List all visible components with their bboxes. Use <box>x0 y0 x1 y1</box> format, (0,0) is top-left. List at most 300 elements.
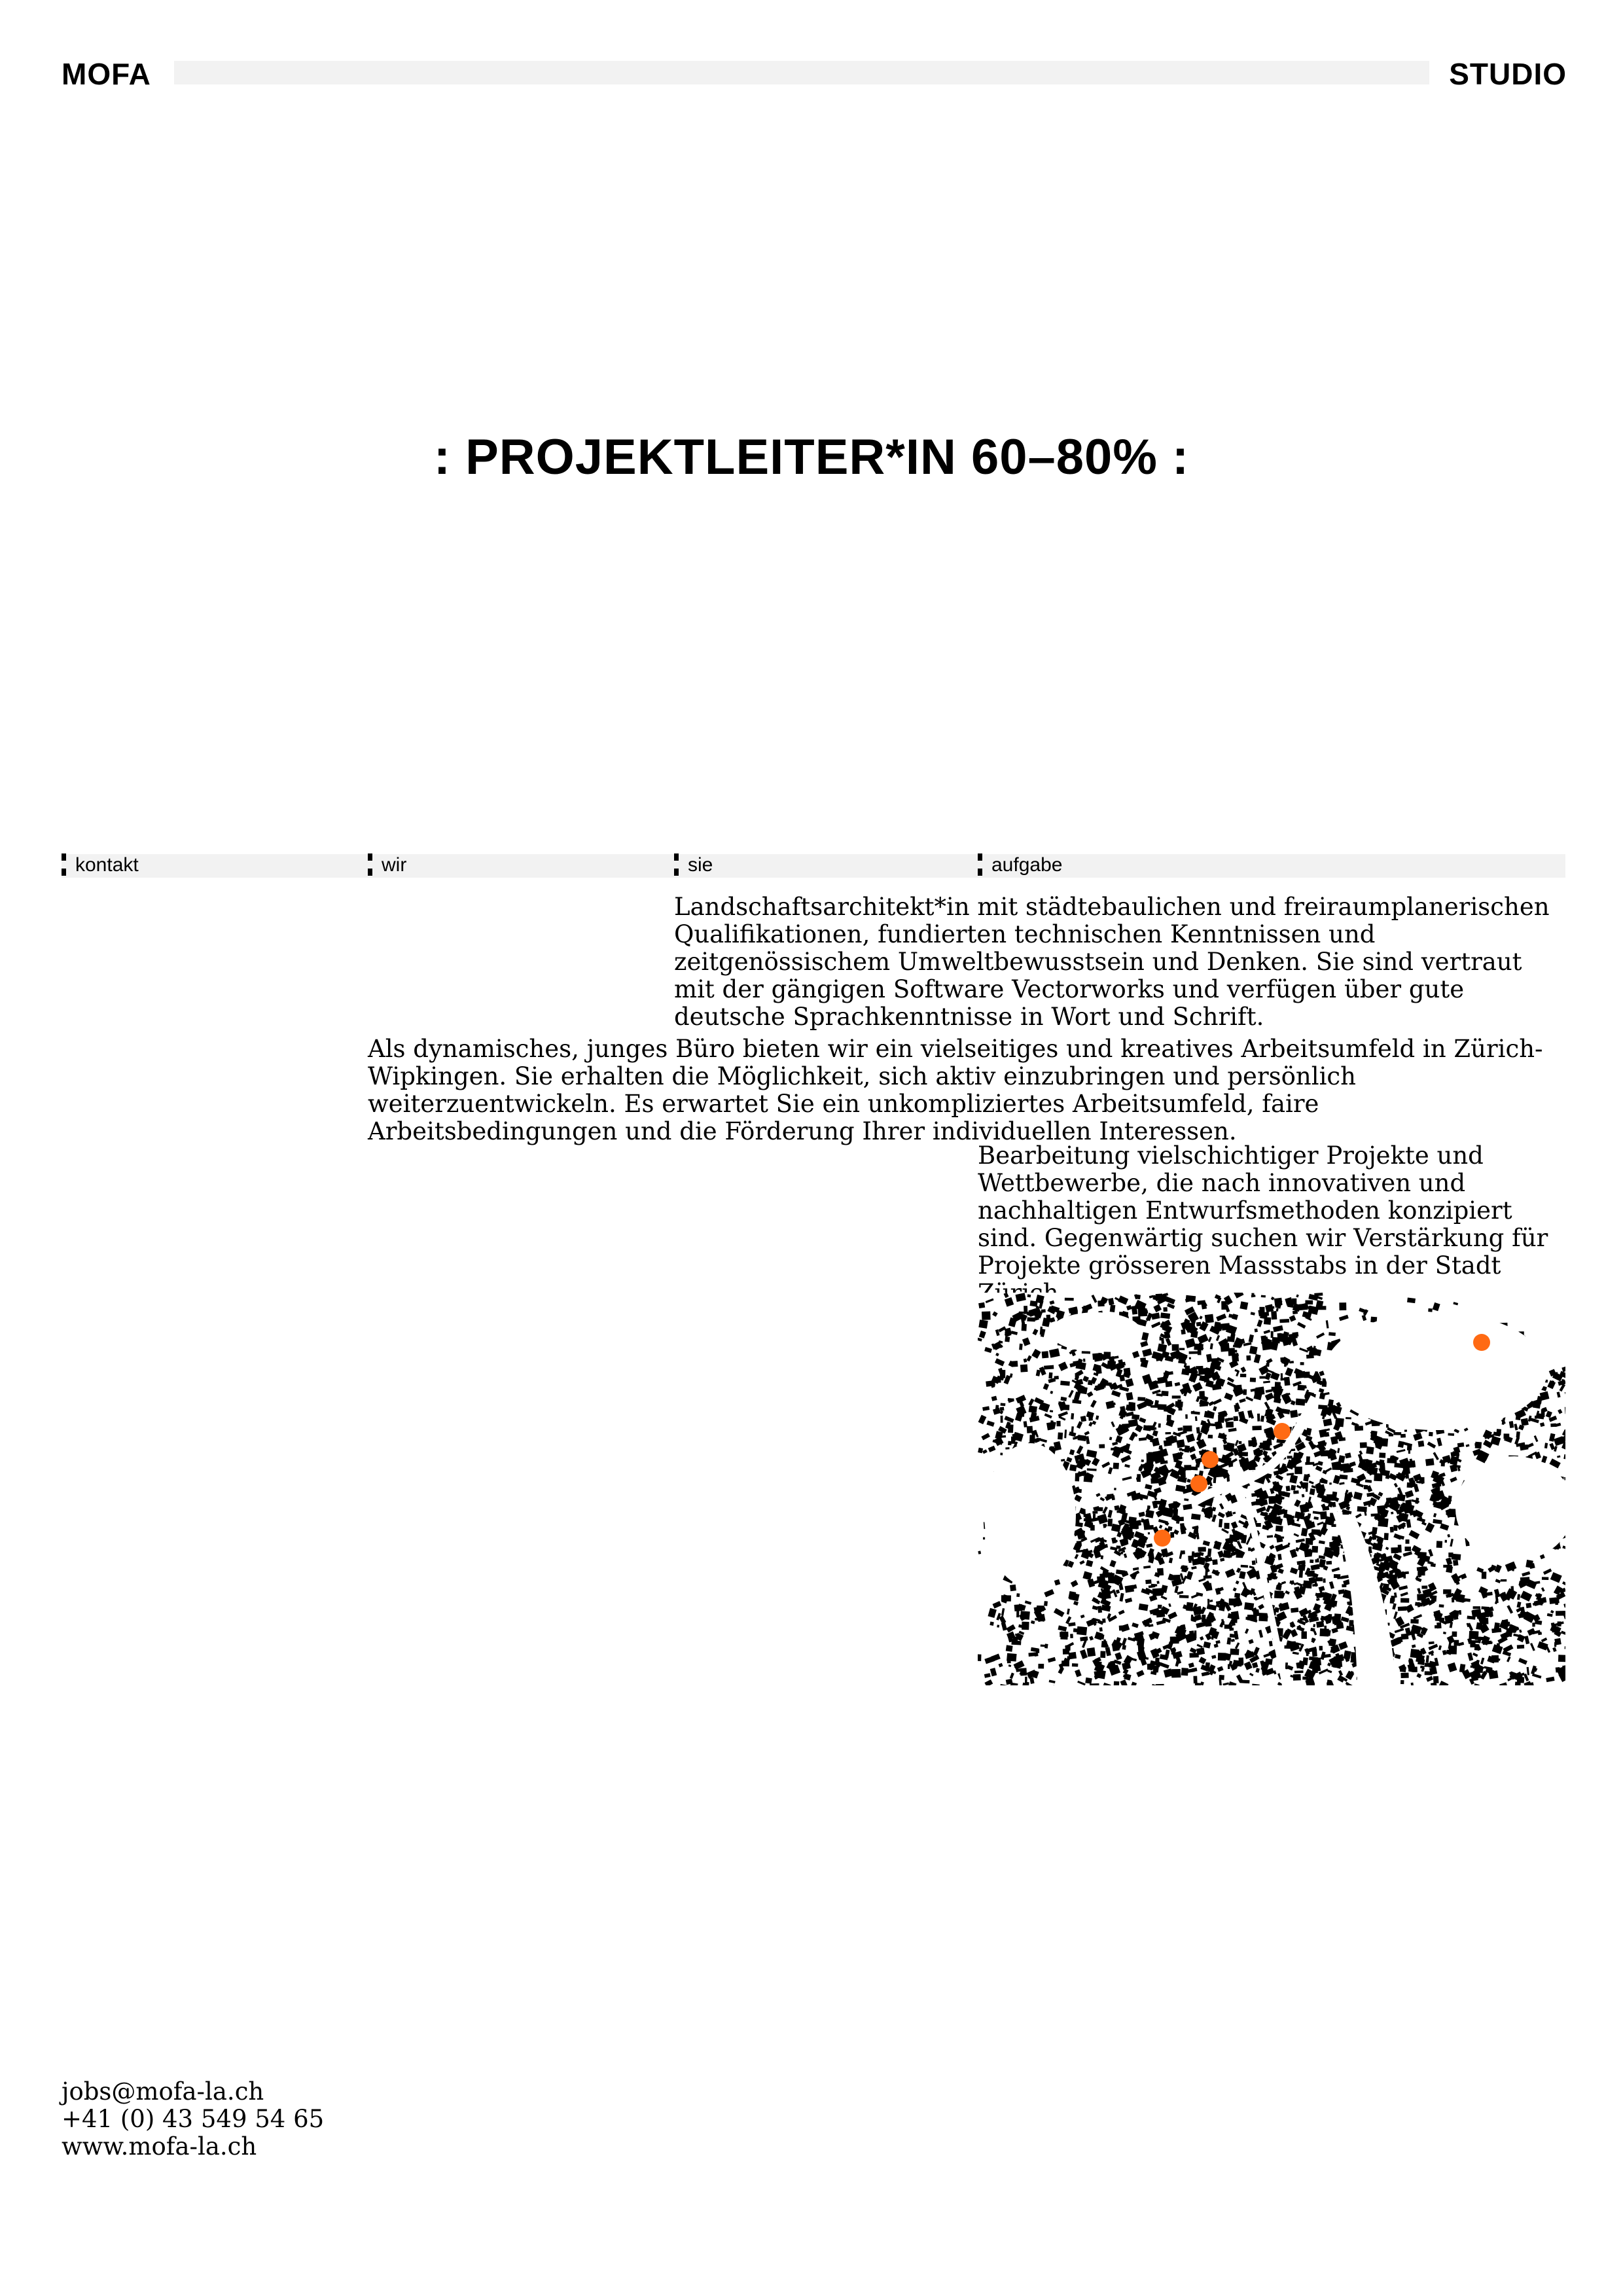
building-mark <box>1319 1371 1325 1376</box>
building-mark <box>1302 1583 1309 1586</box>
building-mark <box>993 1408 1001 1415</box>
building-mark <box>1436 1541 1442 1548</box>
building-mark <box>1443 1589 1452 1594</box>
building-mark <box>1521 1418 1529 1426</box>
building-mark <box>1211 1655 1216 1659</box>
building-mark <box>1227 1382 1236 1388</box>
building-mark <box>1074 1494 1082 1502</box>
building-mark <box>1048 1657 1056 1662</box>
building-mark <box>997 1624 999 1627</box>
building-mark <box>1082 1571 1092 1581</box>
building-mark <box>1250 1378 1256 1382</box>
building-mark <box>1519 1630 1522 1633</box>
building-mark <box>1325 1407 1332 1414</box>
building-mark <box>1398 1441 1404 1448</box>
building-mark <box>1058 1401 1061 1404</box>
building-mark <box>1006 1624 1016 1633</box>
building-mark <box>1073 1601 1079 1605</box>
building-mark <box>1086 1411 1094 1418</box>
building-mark <box>1136 1670 1144 1677</box>
building-mark <box>1153 1666 1159 1673</box>
building-mark <box>1239 1451 1242 1458</box>
building-mark <box>1032 1329 1038 1335</box>
building-mark <box>1183 1426 1192 1431</box>
building-mark <box>1161 1338 1164 1344</box>
building-mark <box>1409 1530 1420 1539</box>
building-mark <box>1407 1298 1416 1304</box>
building-mark <box>1192 1551 1195 1557</box>
building-mark <box>1019 1344 1023 1350</box>
building-mark <box>1395 1654 1400 1659</box>
building-mark <box>1405 1547 1412 1551</box>
building-mark <box>1040 1439 1047 1443</box>
building-mark <box>1389 1499 1399 1508</box>
building-mark <box>1166 1432 1171 1435</box>
building-mark <box>984 1656 995 1664</box>
building-mark <box>1307 1513 1311 1518</box>
building-mark <box>1436 1438 1442 1446</box>
building-mark <box>1126 1305 1132 1310</box>
building-mark <box>1160 1312 1170 1319</box>
building-mark <box>1195 1416 1198 1421</box>
building-mark <box>1159 1525 1163 1529</box>
building-mark <box>1120 1455 1131 1463</box>
building-mark <box>1044 1589 1054 1597</box>
building-mark <box>1099 1627 1103 1632</box>
project-marker <box>1202 1451 1219 1468</box>
building-mark <box>1410 1619 1418 1624</box>
building-mark <box>1323 1579 1325 1583</box>
building-mark <box>1156 1294 1163 1301</box>
building-mark <box>1429 1432 1433 1437</box>
building-mark <box>1563 1454 1565 1460</box>
building-mark <box>1025 1600 1031 1605</box>
building-mark <box>1266 1363 1269 1367</box>
building-mark <box>1151 1321 1161 1328</box>
building-mark <box>978 1319 988 1329</box>
building-mark <box>1372 1431 1375 1436</box>
building-mark <box>1302 1494 1305 1498</box>
building-mark <box>1562 1545 1565 1550</box>
building-mark <box>1298 1564 1305 1571</box>
building-mark <box>1513 1634 1522 1638</box>
building-mark <box>1071 1413 1074 1420</box>
building-mark <box>1557 1456 1560 1458</box>
building-mark <box>1115 1652 1122 1660</box>
building-mark <box>1196 1621 1206 1628</box>
building-mark <box>1083 1359 1085 1362</box>
building-mark <box>1082 1351 1090 1354</box>
building-mark <box>1298 1304 1308 1310</box>
building-mark <box>1271 1311 1277 1319</box>
building-mark <box>1179 1408 1183 1410</box>
building-mark <box>1027 1318 1035 1322</box>
building-mark <box>1260 1416 1264 1422</box>
building-mark <box>1225 1418 1234 1421</box>
building-mark <box>1031 1349 1041 1359</box>
building-mark <box>1125 1585 1135 1592</box>
map-figure <box>978 1293 1565 1685</box>
building-mark <box>1200 1681 1204 1685</box>
building-mark <box>1120 1679 1128 1685</box>
building-mark <box>1152 1352 1162 1361</box>
building-mark <box>1246 1355 1251 1361</box>
building-mark <box>1024 1358 1027 1362</box>
building-mark <box>1087 1647 1096 1657</box>
building-mark <box>1469 1631 1478 1640</box>
colon-mark-icon <box>62 853 66 876</box>
building-mark <box>1186 1479 1190 1482</box>
building-mark <box>1188 1662 1194 1668</box>
building-mark <box>1264 1329 1271 1334</box>
building-mark <box>1525 1560 1533 1568</box>
building-mark <box>1240 1374 1246 1377</box>
building-mark <box>1092 1511 1097 1514</box>
building-mark <box>1408 1659 1414 1665</box>
building-mark <box>1029 1677 1034 1684</box>
building-mark <box>1184 1445 1190 1452</box>
building-mark <box>1299 1608 1309 1617</box>
building-mark <box>1518 1658 1527 1664</box>
building-mark <box>1228 1428 1237 1432</box>
building-mark <box>1331 1524 1336 1528</box>
building-mark <box>1340 1475 1348 1480</box>
building-mark <box>1323 1428 1330 1431</box>
building-mark <box>1452 1632 1457 1637</box>
building-mark <box>1244 1661 1253 1670</box>
building-mark <box>1005 1336 1010 1342</box>
building-mark <box>1287 1665 1293 1670</box>
building-mark <box>1323 1418 1332 1426</box>
building-mark <box>1400 1592 1408 1596</box>
building-mark <box>1353 1492 1363 1500</box>
building-mark <box>1116 1532 1122 1537</box>
building-mark <box>1376 1537 1383 1543</box>
building-mark <box>1290 1410 1298 1418</box>
building-mark <box>1203 1641 1211 1649</box>
building-mark <box>1258 1630 1263 1638</box>
building-mark <box>1029 1435 1035 1443</box>
building-mark <box>1049 1348 1060 1358</box>
building-mark <box>1258 1613 1268 1621</box>
building-mark <box>1219 1675 1224 1680</box>
hill-zone <box>1325 1312 1547 1430</box>
building-mark <box>1234 1369 1238 1372</box>
building-mark <box>1011 1361 1018 1367</box>
building-mark <box>1044 1601 1048 1606</box>
building-mark <box>1326 1320 1329 1329</box>
building-mark <box>1337 1448 1340 1453</box>
building-mark <box>1228 1664 1230 1669</box>
building-mark <box>1145 1484 1152 1490</box>
building-mark <box>1310 1560 1313 1563</box>
building-mark <box>1546 1677 1554 1683</box>
building-mark <box>1139 1604 1149 1611</box>
building-mark <box>1435 1617 1444 1622</box>
building-mark <box>1516 1416 1521 1420</box>
building-mark <box>1193 1606 1203 1615</box>
building-mark <box>1285 1367 1293 1376</box>
building-mark <box>1294 1670 1304 1673</box>
building-mark <box>1044 1365 1054 1370</box>
building-mark <box>1185 1414 1188 1419</box>
building-mark <box>1406 1519 1411 1528</box>
building-mark <box>1454 1429 1459 1433</box>
building-mark <box>1120 1374 1125 1381</box>
building-mark <box>1517 1594 1520 1600</box>
building-mark <box>1329 1581 1334 1589</box>
building-mark <box>1229 1628 1234 1631</box>
building-mark <box>1202 1672 1210 1677</box>
building-mark <box>1212 1559 1217 1565</box>
building-mark <box>1010 1331 1018 1335</box>
contact-website[interactable]: www.mofa-la.ch <box>62 2132 257 2161</box>
building-mark <box>1198 1334 1209 1344</box>
building-mark <box>1390 1527 1394 1533</box>
building-mark <box>1185 1338 1196 1348</box>
building-mark <box>1186 1571 1193 1580</box>
building-mark <box>1563 1604 1565 1607</box>
building-mark <box>1114 1488 1116 1490</box>
building-mark <box>1213 1399 1222 1405</box>
building-mark <box>1359 1308 1366 1313</box>
building-mark <box>1080 1416 1086 1422</box>
building-mark <box>1139 1437 1147 1441</box>
building-mark <box>1029 1406 1037 1413</box>
building-mark <box>1273 1325 1283 1333</box>
building-mark <box>1157 1344 1167 1353</box>
building-mark <box>1186 1295 1196 1302</box>
contact-phone[interactable]: +41 (0) 43 549 54 65 <box>62 2105 325 2133</box>
building-mark <box>1386 1424 1389 1428</box>
building-mark <box>1235 1440 1239 1446</box>
building-mark <box>1328 1399 1334 1405</box>
building-mark <box>1561 1366 1565 1372</box>
building-mark <box>1000 1407 1005 1411</box>
building-mark <box>1457 1467 1461 1471</box>
building-mark <box>1221 1528 1229 1534</box>
building-mark <box>1153 1304 1162 1312</box>
building-mark <box>1077 1681 1086 1685</box>
building-mark <box>1066 1457 1072 1462</box>
building-mark <box>1302 1632 1307 1639</box>
building-mark <box>1156 1581 1159 1584</box>
building-mark <box>1311 1564 1320 1571</box>
building-mark <box>1332 1567 1340 1572</box>
building-mark <box>1044 1413 1052 1418</box>
building-mark <box>1245 1396 1253 1401</box>
building-mark <box>1258 1604 1264 1610</box>
building-mark <box>1207 1599 1209 1604</box>
building-mark <box>1413 1614 1422 1620</box>
building-mark <box>1411 1683 1414 1685</box>
building-mark <box>1263 1380 1270 1383</box>
building-mark <box>1092 1458 1100 1466</box>
building-mark <box>1400 1598 1409 1603</box>
building-mark <box>1154 1501 1162 1504</box>
building-mark <box>1299 1570 1303 1577</box>
building-mark <box>1105 1382 1112 1386</box>
building-mark <box>1433 1452 1439 1460</box>
building-mark <box>1325 1626 1327 1632</box>
building-mark <box>1504 1435 1513 1443</box>
building-mark <box>1166 1381 1173 1388</box>
building-mark <box>1048 1372 1052 1379</box>
building-mark <box>1042 1318 1050 1327</box>
section-label-aufgabe: aufgabe <box>978 852 1062 880</box>
building-mark <box>1446 1566 1453 1573</box>
building-mark <box>1031 1621 1035 1624</box>
building-mark <box>1179 1551 1183 1559</box>
building-mark <box>1428 1549 1433 1557</box>
building-mark <box>1205 1380 1214 1388</box>
building-mark <box>1473 1683 1480 1685</box>
building-mark <box>1290 1568 1298 1575</box>
building-mark <box>1124 1368 1131 1376</box>
building-mark <box>1496 1429 1501 1435</box>
building-mark <box>1231 1521 1238 1529</box>
building-mark <box>1426 1655 1429 1663</box>
building-mark <box>1301 1528 1308 1536</box>
building-mark <box>1092 1421 1097 1426</box>
building-mark <box>1226 1638 1231 1645</box>
building-mark <box>1239 1398 1245 1403</box>
building-mark <box>1183 1504 1192 1511</box>
building-mark <box>1065 1645 1071 1651</box>
building-mark <box>1393 1525 1397 1531</box>
building-mark <box>1284 1645 1292 1649</box>
building-mark <box>1060 1397 1067 1401</box>
building-mark <box>1345 1452 1351 1458</box>
building-mark <box>1275 1585 1281 1590</box>
building-mark <box>1466 1444 1470 1447</box>
building-mark <box>1257 1319 1262 1327</box>
building-mark <box>1245 1628 1249 1634</box>
building-mark <box>1061 1459 1065 1462</box>
building-mark <box>1050 1300 1055 1305</box>
building-mark <box>1176 1439 1185 1448</box>
building-mark <box>1335 1547 1340 1554</box>
building-mark <box>1198 1657 1206 1664</box>
building-mark <box>1226 1443 1235 1451</box>
section-label-kontakt: kontakt <box>62 852 139 880</box>
building-mark <box>1302 1657 1308 1665</box>
building-mark <box>1144 1620 1150 1627</box>
building-mark <box>1515 1682 1521 1686</box>
building-mark <box>1060 1381 1070 1386</box>
building-mark <box>1100 1634 1104 1640</box>
building-mark <box>1173 1530 1179 1535</box>
building-mark <box>1362 1315 1367 1321</box>
building-mark <box>1319 1540 1325 1544</box>
building-mark <box>1315 1465 1323 1471</box>
building-mark <box>1481 1606 1489 1609</box>
building-mark <box>1068 1390 1074 1398</box>
building-mark <box>1317 1522 1323 1526</box>
building-mark <box>1179 1448 1183 1450</box>
building-mark <box>1433 1302 1440 1311</box>
building-mark <box>1143 1518 1150 1526</box>
building-mark <box>1203 1541 1210 1547</box>
building-mark <box>1156 1684 1164 1685</box>
building-mark <box>1050 1410 1053 1412</box>
building-mark <box>1194 1676 1198 1683</box>
building-mark <box>1132 1351 1139 1358</box>
building-mark <box>1557 1391 1561 1397</box>
building-mark <box>1507 1657 1510 1662</box>
building-mark <box>1448 1662 1457 1672</box>
building-mark <box>1285 1590 1290 1594</box>
building-mark <box>1384 1533 1389 1540</box>
building-mark <box>1400 1680 1404 1684</box>
building-mark <box>1082 1376 1089 1382</box>
building-mark <box>1383 1583 1389 1590</box>
building-mark <box>1306 1374 1314 1380</box>
building-mark <box>1177 1399 1181 1405</box>
building-mark <box>1393 1432 1401 1435</box>
building-mark <box>1058 1361 1068 1371</box>
building-mark <box>1306 1653 1309 1656</box>
building-mark <box>1315 1559 1319 1562</box>
building-mark <box>1234 1293 1243 1299</box>
building-mark <box>1197 1644 1203 1648</box>
contact-email[interactable]: jobs@mofa-la.ch <box>62 2077 264 2106</box>
building-mark <box>1447 1534 1450 1537</box>
building-mark <box>1058 1667 1065 1674</box>
building-mark <box>1222 1682 1229 1685</box>
building-mark <box>1217 1666 1224 1672</box>
building-mark <box>1069 1464 1077 1471</box>
building-mark <box>1126 1392 1133 1401</box>
building-mark <box>1407 1444 1412 1450</box>
building-mark <box>1194 1630 1197 1638</box>
building-mark <box>1293 1533 1299 1537</box>
building-mark <box>1547 1380 1556 1390</box>
building-mark <box>1255 1668 1260 1673</box>
building-mark <box>1241 1367 1247 1372</box>
building-mark <box>1205 1568 1207 1577</box>
building-mark <box>1004 1416 1014 1423</box>
building-mark <box>1495 1579 1501 1583</box>
building-mark <box>1249 1346 1258 1354</box>
building-mark <box>1457 1443 1465 1448</box>
building-mark <box>1296 1539 1305 1543</box>
building-mark <box>1252 1560 1256 1565</box>
building-mark <box>1342 1584 1346 1587</box>
building-mark <box>979 1331 986 1338</box>
building-mark <box>1297 1583 1302 1587</box>
building-mark <box>1418 1441 1425 1447</box>
building-mark <box>1537 1396 1543 1405</box>
building-mark <box>1470 1641 1475 1647</box>
building-mark <box>1185 1366 1190 1371</box>
building-mark <box>1491 1628 1501 1633</box>
building-mark <box>1228 1681 1236 1685</box>
building-mark <box>1508 1627 1516 1633</box>
building-mark <box>1232 1353 1239 1362</box>
building-mark <box>1108 1510 1113 1518</box>
zurich-map <box>978 1293 1565 1685</box>
building-mark <box>1190 1653 1199 1657</box>
building-mark <box>1317 1461 1323 1465</box>
building-mark <box>1320 1511 1327 1519</box>
building-mark <box>1190 1331 1198 1338</box>
building-mark <box>1181 1668 1188 1676</box>
building-mark <box>1391 1547 1398 1553</box>
building-mark <box>981 1433 990 1440</box>
building-mark <box>1179 1595 1189 1598</box>
building-mark <box>1420 1666 1425 1669</box>
